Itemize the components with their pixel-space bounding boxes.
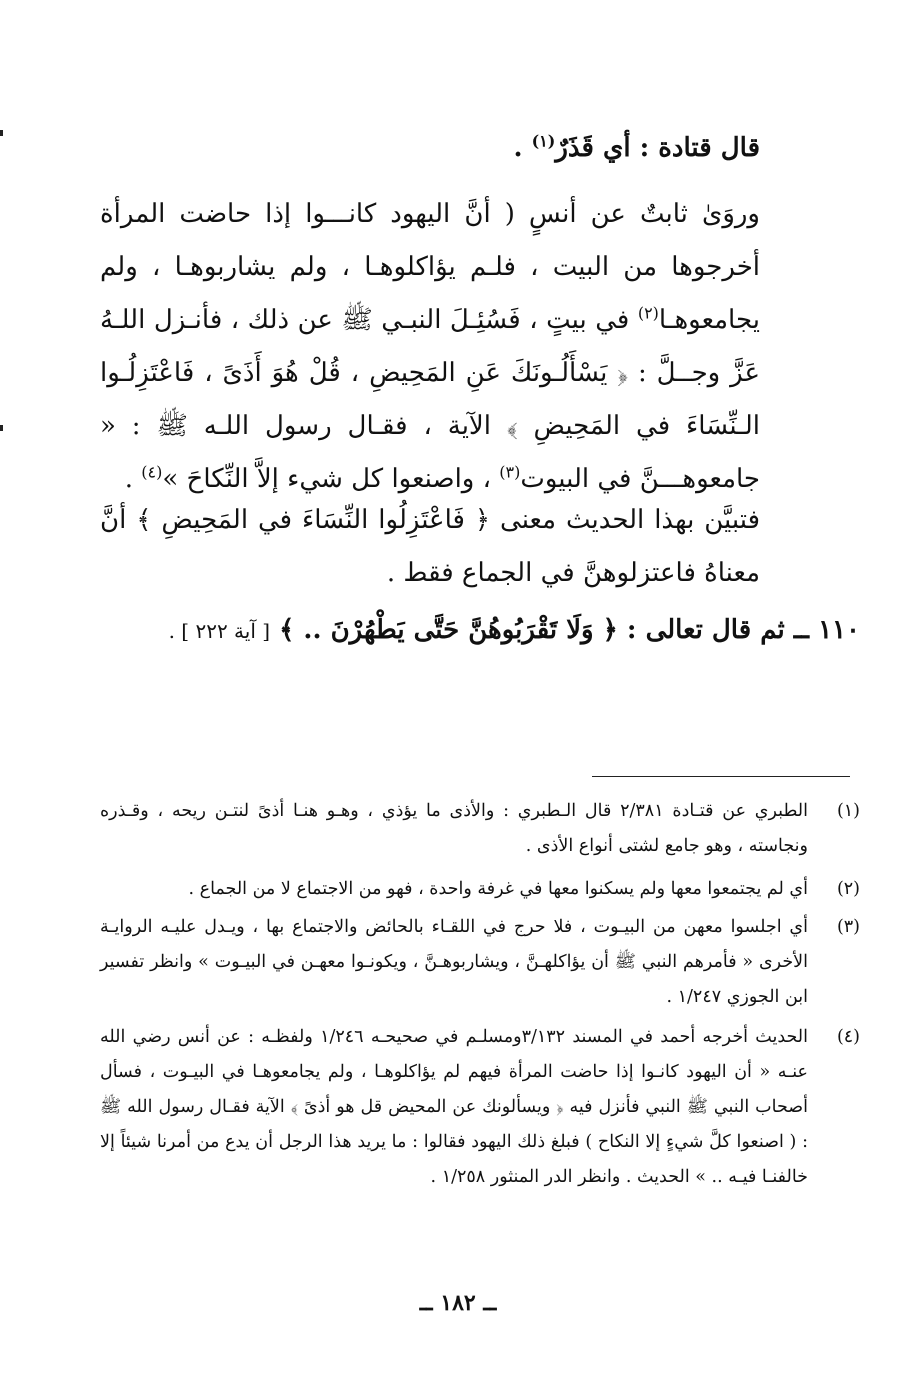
footnote-number: (٢) xyxy=(836,879,860,899)
opening-text: قال قتادة : أي قَذَرٌ xyxy=(555,133,760,163)
scan-edge-mark xyxy=(0,425,3,431)
punctuation: . xyxy=(124,464,142,494)
footnote-separator xyxy=(592,776,850,777)
footnote-2 xyxy=(100,872,860,907)
punctuation: . xyxy=(168,619,182,643)
explanation-paragraph xyxy=(100,494,760,600)
punctuation: . xyxy=(513,133,532,163)
footnote-ref: (٢) xyxy=(637,303,659,323)
footnote-3 xyxy=(100,910,860,1015)
footnote-ref: (٣) xyxy=(499,462,521,482)
hadith-text-part-2: في بيتٍ ، فَسُئِـلَ النبـي ﷺ عن ذلك ، فأنـزل اللـهُ عَزَّ وجــلَّ : ﴿ يَسْأَلُـونَكَ عَنِ المَحِيضِ ، قُلْ هُوَ أَذَىً ، فَاعْتَزِلُـوا الـنِّسَاءَ في المَحِيضِ ﴾ الآية ، فقـال رسول اللـه ﷺ : « جامعوهـــنَّ في البيوت xyxy=(100,305,760,494)
footnote-text: أي اجلسوا معهن من البيـوت ، فلا حرج في اللقـاء بالحائض والاجتماع بها ، ويـدل عليـه الروايـة الأخرى « فأمرهم النبي ﷺ أن يؤاكلهـنَّ ، ويشاربوهـنَّ ، ويكونـوا معهـن في البيـوت » وانظر تفسير ابن الجوزي ١/٢٤٧ . xyxy=(100,917,808,1007)
footnote-1 xyxy=(100,794,860,864)
verse-reference: [ آية ٢٢٢ ] xyxy=(181,619,271,643)
verse-heading: ١١٠ ــ ثم قال تعالى : ﴿ وَلَا تَقْرَبُوهُنَّ حَتَّى يَطْهُرْنَ .. ﴾ xyxy=(279,615,860,645)
footnote-number: (٣) xyxy=(836,917,860,937)
scan-edge-mark xyxy=(0,130,3,136)
opening-line xyxy=(100,122,760,175)
hadith-text-part-3: ، واصنعوا كل شيء إلاَّ النِّكاحَ » xyxy=(162,464,500,494)
footnote-4 xyxy=(100,1020,860,1195)
section-heading xyxy=(100,604,860,658)
hadith-text-part-1: وروَىٰ ثابتٌ عن أنسٍ ( أنَّ اليهود كانـــوا إذا حاضت المرأة أخرجوها من البيت ، فلـم يؤاكلوهـا ، ولم يشاربوهـا ، ولم يجامعوهـا xyxy=(100,199,760,335)
hadith-paragraph xyxy=(100,188,760,506)
page-number: ــ ١٨٢ ــ xyxy=(419,1290,497,1316)
footnote-ref: (١) xyxy=(531,131,556,151)
footnote-ref: (٤) xyxy=(141,462,163,482)
footnote-number: (١) xyxy=(836,801,860,821)
footnote-text: أي لم يجتمعوا معها ولم يسكنوا معها في غرفة واحدة ، فهو من الاجتماع لا من الجماع . xyxy=(188,879,808,899)
footnote-number: (٤) xyxy=(836,1027,860,1047)
footnote-text: الحديث أخرجه أحمد في المسند ٣/١٣٢ومسلـم في صحيحـه ١/٢٤٦ ولفظـه : عن أنس رضي الله عنـه « أن اليهود كانـوا إذا حاضت المرأة فيهم لم يؤاكلوهـا ، ولم يجامعوهـا في البيـوت ، فسأل أصحاب النبي ﷺ النبي فأنزل فيه ﴿ ويسألونك عن المحيض قل هو أذىً ﴾ الآية فقـال رسول الله ﷺ : ( اصنعوا كلَّ شيءٍ إلا النكاح ) فبلغ ذلك اليهود فقالوا : ما يريد هذا الرجل أن يدع من أمرنا شيئاً إلا خالفنـا فيـه .. » الحديث . وانظر الدر المنثور ١/٢٥٨ . xyxy=(100,1027,808,1187)
explanation-text: فتبيَّن بهذا الحديث معنى ﴿ فَاعْتَزِلُوا النِّسَاءَ في المَحِيضِ ﴾ أنَّ معناهُ فاعتزلوهنَّ في الجماع فقط . xyxy=(100,505,760,588)
footnote-text: الطبري عن قتـادة ٢/٣٨١ قال الـطبري : والأذى ما يؤذي ، وهـو هنـا أذىً لنتـن ريحه ، وقـذره ونجاسته ، وهو جامع لشتى أنواع الأذى . xyxy=(100,801,808,856)
